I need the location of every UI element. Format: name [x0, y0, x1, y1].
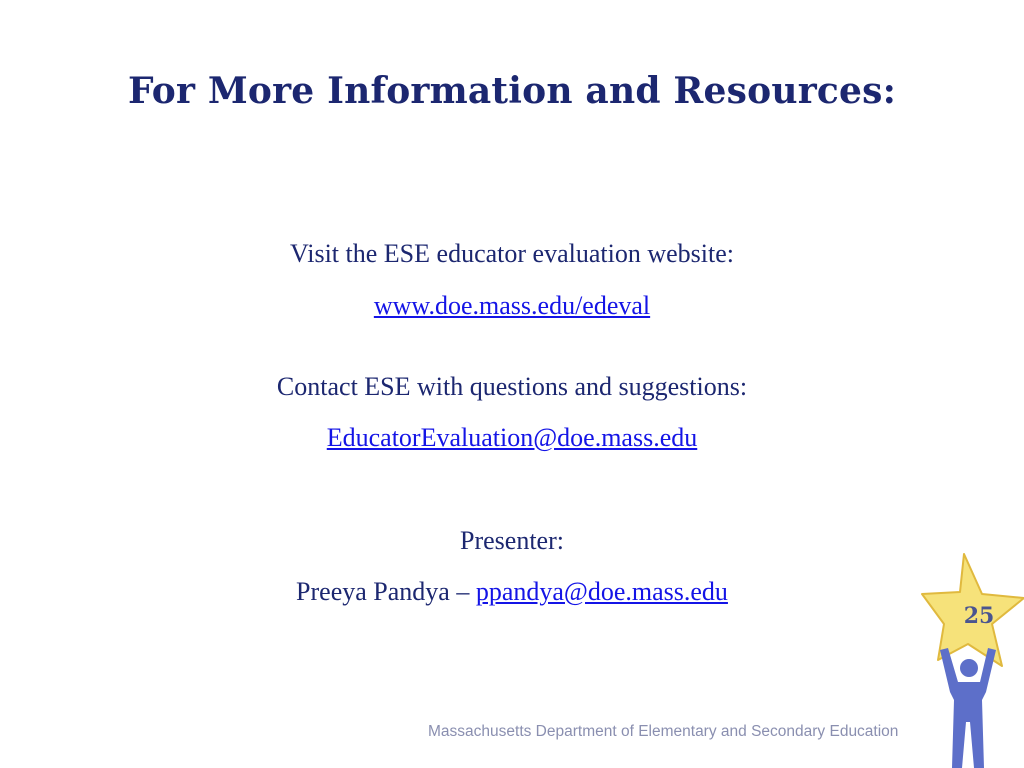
website-link[interactable]: www.doe.mass.edu/edeval	[373, 291, 651, 320]
website-intro: Visit the ESE educator evaluation website:	[290, 239, 734, 268]
presenter-email-link[interactable]: ppandya@doe.mass.edu	[475, 577, 728, 606]
presenter-label: Presenter:	[460, 526, 564, 555]
presenter-line	[0, 576, 1024, 608]
star-figure-icon	[918, 550, 1024, 768]
person-figure	[940, 648, 996, 768]
presenter-name: Preeya Pandya –	[296, 577, 476, 606]
contact-line	[0, 422, 1024, 454]
page-number: 25	[963, 603, 995, 629]
website-line	[0, 290, 1024, 322]
slide-title: For More Information and Resources:	[127, 70, 897, 112]
footer-text: Massachusetts Department of Elementary and Secondary Education	[428, 723, 899, 740]
contact-intro: Contact ESE with questions and suggestions:	[276, 372, 748, 401]
contact-email-link[interactable]: EducatorEvaluation@doe.mass.edu	[326, 423, 698, 452]
